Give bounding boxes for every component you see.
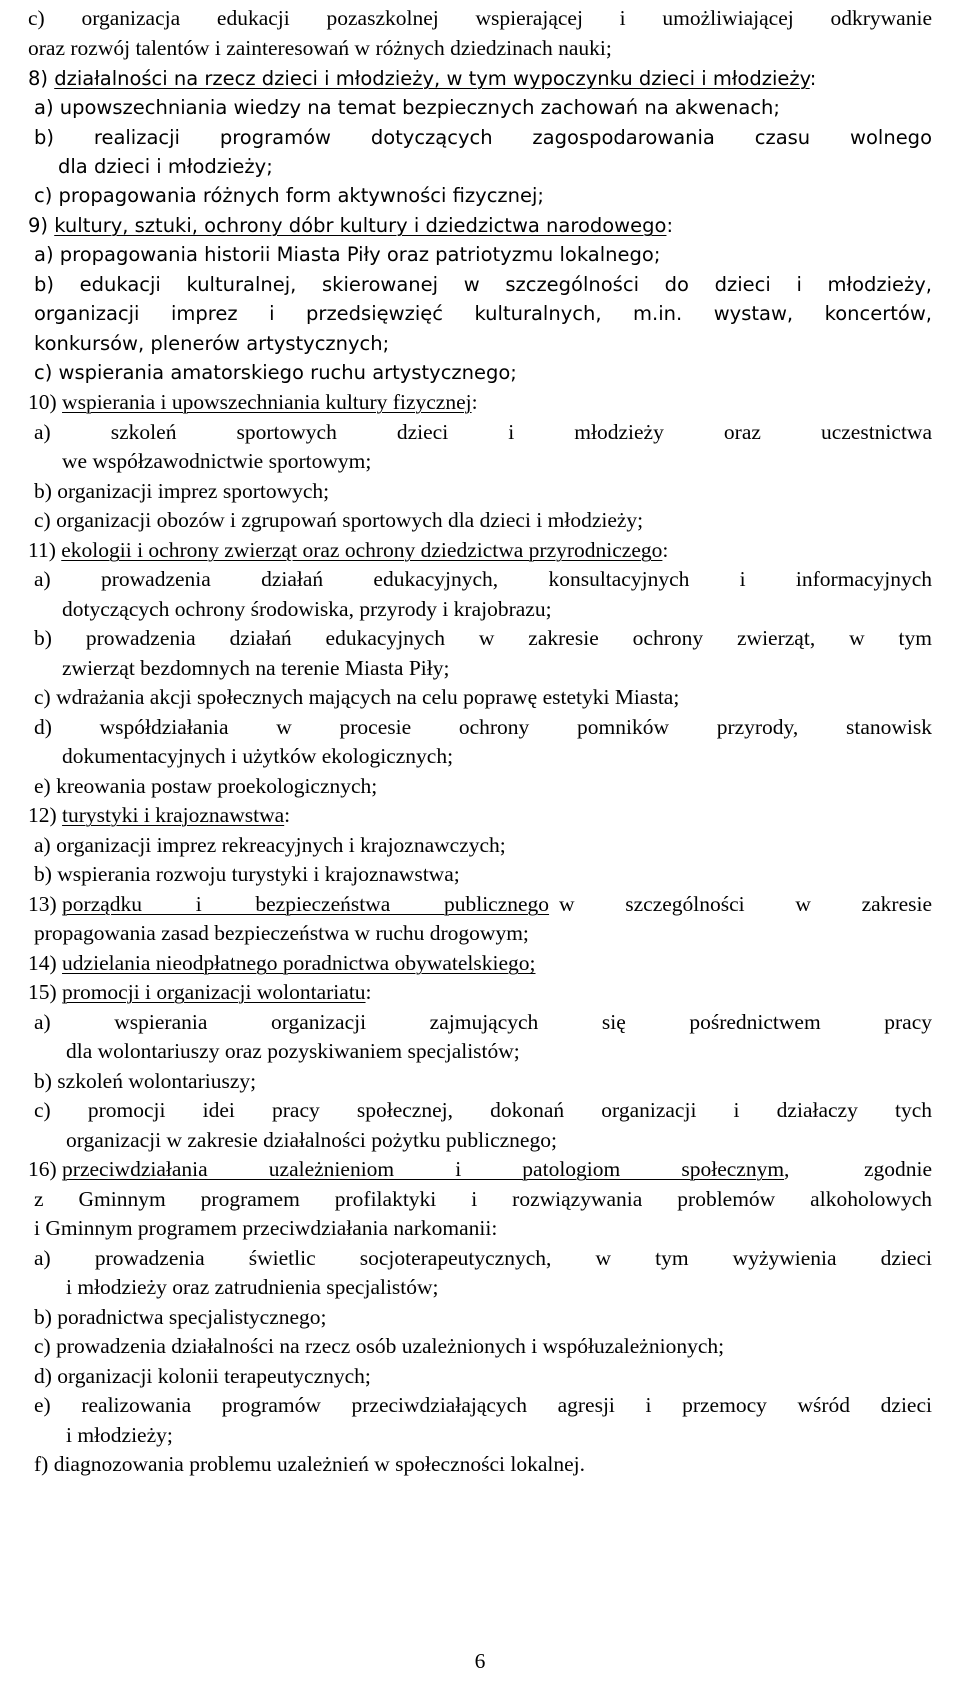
section-10-item-b: b) organizacji imprez sportowych; bbox=[34, 479, 330, 503]
item-c-continuation: oraz rozwój talentów i zainteresowań w różnych dziedzinach nauki; bbox=[28, 36, 612, 60]
section-11-item-d-continuation: dokumentacyjnych i użytków ekologicznych; bbox=[62, 744, 454, 768]
section-9-title: kultury, sztuki, ochrony dóbr kultury i dziedzictwa narodowego bbox=[54, 214, 667, 237]
section-16-continuation-2: i Gminnym programem przeciwdziałania narkomanii: bbox=[34, 1216, 498, 1240]
section-11-item-b: b) prowadzenia działań edukacyjnych w zakresie ochrony zwierząt, w tym bbox=[34, 626, 932, 650]
section-12-item-a: a) organizacji imprez rekreacyjnych i krajoznawczych; bbox=[34, 833, 506, 857]
section-12-number: 12) bbox=[28, 803, 63, 827]
section-13-heading: 13) porządku i bezpieczeństwa publicznego w szczególności w zakresie bbox=[28, 892, 932, 916]
section-10-number: 10) bbox=[28, 390, 63, 414]
section-16-item-c: c) prowadzenia działalności na rzecz osób uzależnionych i współuzależnionych; bbox=[34, 1334, 725, 1358]
section-8-item-c: c) propagowania różnych form aktywności fizycznej; bbox=[34, 184, 544, 207]
section-8-item-b: b) realizacji programów dotyczących zagospodarowania czasu wolnego bbox=[34, 126, 932, 149]
section-9-item-b-end: konkursów, plenerów artystycznych; bbox=[34, 332, 390, 355]
section-10-title: wspierania i upowszechniania kultury fizycznej bbox=[62, 390, 472, 414]
section-14-heading bbox=[28, 953, 536, 975]
page-number: 6 bbox=[474, 1649, 486, 1673]
section-16-item-a-continuation: i młodzieży oraz zatrudnienia specjalistów; bbox=[66, 1275, 439, 1299]
section-10-item-c: c) organizacji obozów i zgrupowań sportowych dla dzieci i młodzieży; bbox=[34, 508, 644, 532]
section-15-item-c: c) promocji idei pracy społecznej, dokonań organizacji i działaczy tych bbox=[34, 1098, 932, 1122]
section-9-heading: 9) kultury, sztuki, ochrony dóbr kultury i dziedzictwa narodowego: bbox=[28, 214, 674, 237]
section-10-heading: 10) wspierania i upowszechniania kultury fizycznej: bbox=[28, 390, 478, 414]
section-16-item-d: d) organizacji kolonii terapeutycznych; bbox=[34, 1364, 371, 1388]
section-8-number: 8) bbox=[28, 67, 55, 90]
section-9-number: 9) bbox=[28, 214, 55, 237]
section-8-item-b-continuation: dla dzieci i młodzieży; bbox=[58, 155, 273, 178]
section-9-item-a: a) propagowania historii Miasta Piły oraz patriotyzmu lokalnego; bbox=[34, 243, 661, 266]
section-16-title: przeciwdziałania uzależnieniom i patologiom społecznym bbox=[62, 1157, 785, 1181]
section-16-item-f: f) diagnozowania problemu uzależnień w społeczności lokalnej. bbox=[34, 1452, 586, 1476]
section-11-title: ekologii i ochrony zwierząt oraz ochrony dziedzictwa przyrodniczego bbox=[61, 538, 663, 562]
section-11-item-c: c) wdrażania akcji społecznych mających na celu poprawę estetyki Miasta; bbox=[34, 685, 680, 709]
section-9-item-b: b) edukacji kulturalnej, skierowanej w szczególności do dzieci i młodzieży, bbox=[34, 273, 932, 296]
section-16-item-b: b) poradnictwa specjalistycznego; bbox=[34, 1305, 327, 1329]
section-15-number: 15) bbox=[28, 980, 63, 1004]
section-12-title: turystyki i krajoznawstwa bbox=[62, 803, 285, 827]
section-16-continuation-1: z Gminnym programem profilaktyki i rozwiązywania problemów alkoholowych bbox=[34, 1187, 932, 1211]
section-16-number: 16) bbox=[28, 1157, 63, 1181]
section-16-heading: 16) przeciwdziałania uzależnieniom i patologiom społecznym , zgodnie bbox=[28, 1157, 932, 1181]
section-14-title: udzielania nieodpłatnego poradnictwa obywatelskiego; bbox=[62, 951, 536, 975]
section-12-item-b: b) wspierania rozwoju turystyki i krajoznawstwa; bbox=[34, 862, 460, 886]
section-10-item-a: a) szkoleń sportowych dzieci i młodzieży oraz uczestnictwa bbox=[34, 420, 932, 444]
section-8-heading: 8) działalności na rzecz dzieci i młodzieży, w tym wypoczynku dzieci i młodzieży: bbox=[28, 67, 817, 90]
section-12-heading: 12) turystyki i krajoznawstwa: bbox=[28, 803, 291, 827]
section-15-title: promocji i organizacji wolontariatu bbox=[62, 980, 366, 1004]
section-13-title: porządku i bezpieczeństwa publicznego bbox=[62, 892, 550, 916]
section-13-continuation: propagowania zasad bezpieczeństwa w ruchu drogowym; bbox=[34, 921, 529, 945]
section-11-number: 11) bbox=[28, 538, 62, 562]
section-16-item-e: e) realizowania programów przeciwdziałających agresji i przemocy wśród dzieci bbox=[34, 1393, 932, 1417]
section-14-number: 14) bbox=[28, 951, 63, 975]
section-11-item-b-continuation: zwierząt bezdomnych na terenie Miasta Piły; bbox=[62, 656, 450, 680]
section-11-item-e: e) kreowania postaw proekologicznych; bbox=[34, 774, 378, 798]
section-15-item-a: a) wspierania organizacji zajmujących się pośrednictwem pracy bbox=[34, 1010, 932, 1034]
section-15-item-c-continuation: organizacji w zakresie działalności pożytku publicznego; bbox=[66, 1128, 557, 1152]
item-c-education: c) organizacja edukacji pozaszkolnej wspierającej i umożliwiającej odkrywanie bbox=[28, 6, 932, 30]
section-15-item-b: b) szkoleń wolontariuszy; bbox=[34, 1069, 257, 1093]
section-8-title: działalności na rzecz dzieci i młodzieży, w tym wypoczynku dzieci i młodzieży bbox=[54, 67, 810, 90]
section-8-item-a: a) upowszechniania wiedzy na temat bezpiecznych zachowań na akwenach; bbox=[34, 96, 780, 119]
section-11-item-a-continuation: dotyczących ochrony środowiska, przyrody i krajobrazu; bbox=[62, 597, 552, 621]
section-9-item-b-continuation: organizacji imprez i przedsięwzięć kulturalnych, m.in. wystaw, koncertów, bbox=[34, 302, 932, 325]
section-15-item-a-continuation: dla wolontariuszy oraz pozyskiwaniem specjalistów; bbox=[66, 1039, 520, 1063]
section-11-item-a: a) prowadzenia działań edukacyjnych, konsultacyjnych i informacyjnych bbox=[34, 567, 932, 591]
section-10-item-a-continuation: we współzawodnictwie sportowym; bbox=[62, 449, 372, 473]
section-16-item-e-continuation: i młodzieży; bbox=[66, 1423, 173, 1447]
section-11-item-d: d) współdziałania w procesie ochrony pomników przyrody, stanowisk bbox=[34, 715, 932, 739]
section-15-heading: 15) promocji i organizacji wolontariatu: bbox=[28, 980, 372, 1004]
section-9-item-c: c) wspierania amatorskiego ruchu artystycznego; bbox=[34, 361, 517, 384]
section-13-number: 13) bbox=[28, 892, 63, 916]
section-11-heading: 11) ekologii i ochrony zwierząt oraz ochrony dziedzictwa przyrodniczego: bbox=[28, 538, 669, 562]
section-16-item-a: a) prowadzenia świetlic socjoterapeutycznych, w tym wyżywienia dzieci bbox=[34, 1246, 932, 1270]
